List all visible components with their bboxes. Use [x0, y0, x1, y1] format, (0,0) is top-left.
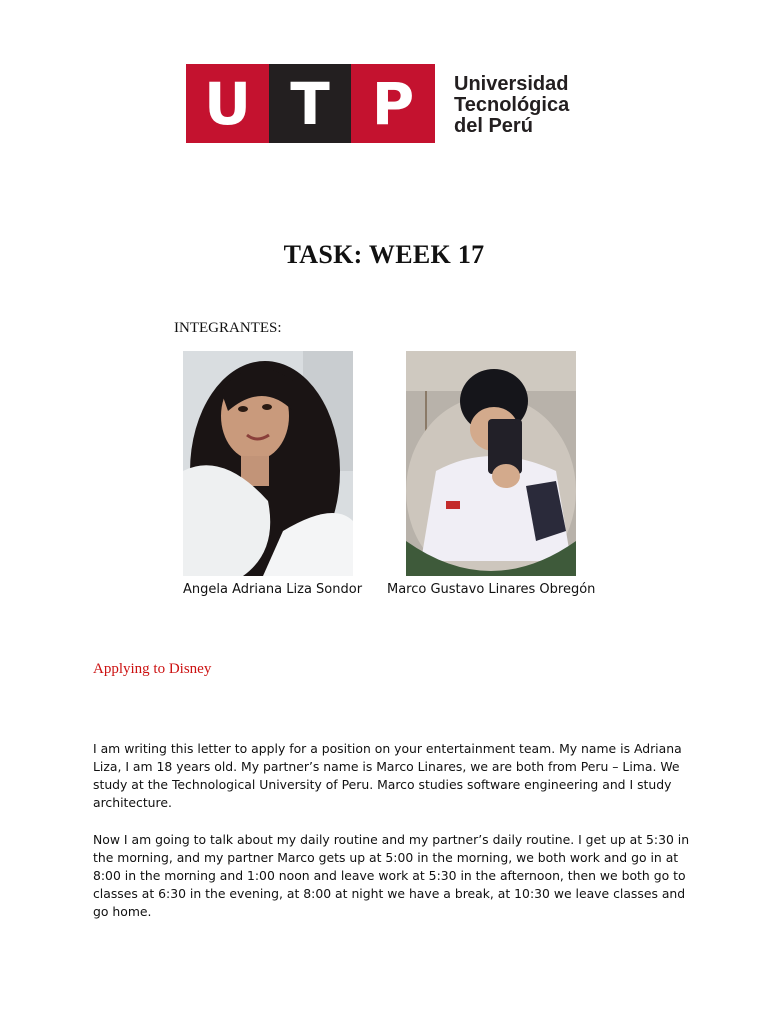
paragraph-introduction: I am writing this letter to apply for a position on your entertainment team. My name is Adriana Liza, I am 18 years old. My partner’s name is Marco Linares, we are both from Peru – Lima. We study at the Technological University of Peru. Marco studies software engineering and I study architecture. [93, 741, 682, 810]
logo-block-t [269, 64, 351, 143]
logo-letter-u: U [203, 69, 252, 138]
member-name-angela: Angela Adriana Liza Sondor [183, 582, 363, 597]
utp-logo [186, 64, 576, 144]
logo-name-line-3: del Perú [454, 115, 533, 137]
logo-name-line-1: Universidad [454, 73, 569, 95]
member-photo-marco [406, 351, 576, 576]
logo-block-u [186, 64, 269, 143]
member-photo-angela [183, 351, 353, 576]
logo-letter-p: P [371, 69, 415, 138]
utp-logo-wordmark [454, 74, 569, 137]
document-title: TASK: WEEK 17 [283, 240, 485, 269]
logo-letter-t: T [290, 69, 330, 138]
logo-block-p [351, 64, 435, 143]
section-heading: Applying to Disney [93, 661, 212, 677]
logo-name-line-2: Tecnológica [454, 94, 570, 116]
utp-logo-mark [186, 64, 435, 143]
members-label: INTEGRANTES: [174, 320, 282, 336]
paragraph-daily-routine: Now I am going to talk about my daily routine and my partner’s daily routine. I get up at 5:30 in the morning, and my partner Marco gets up at 5:00 in the morning, we both work and go in at 8:00 in the morning and 1:00 noon and leave work at 5:30 in the afternoon, then we both go to classes at 6:30 in the evening, at 8:00 at night we have a break, at 10:30 we leave classes and go home. [93, 832, 690, 919]
member-name-marco: Marco Gustavo Linares Obregón [387, 582, 596, 597]
